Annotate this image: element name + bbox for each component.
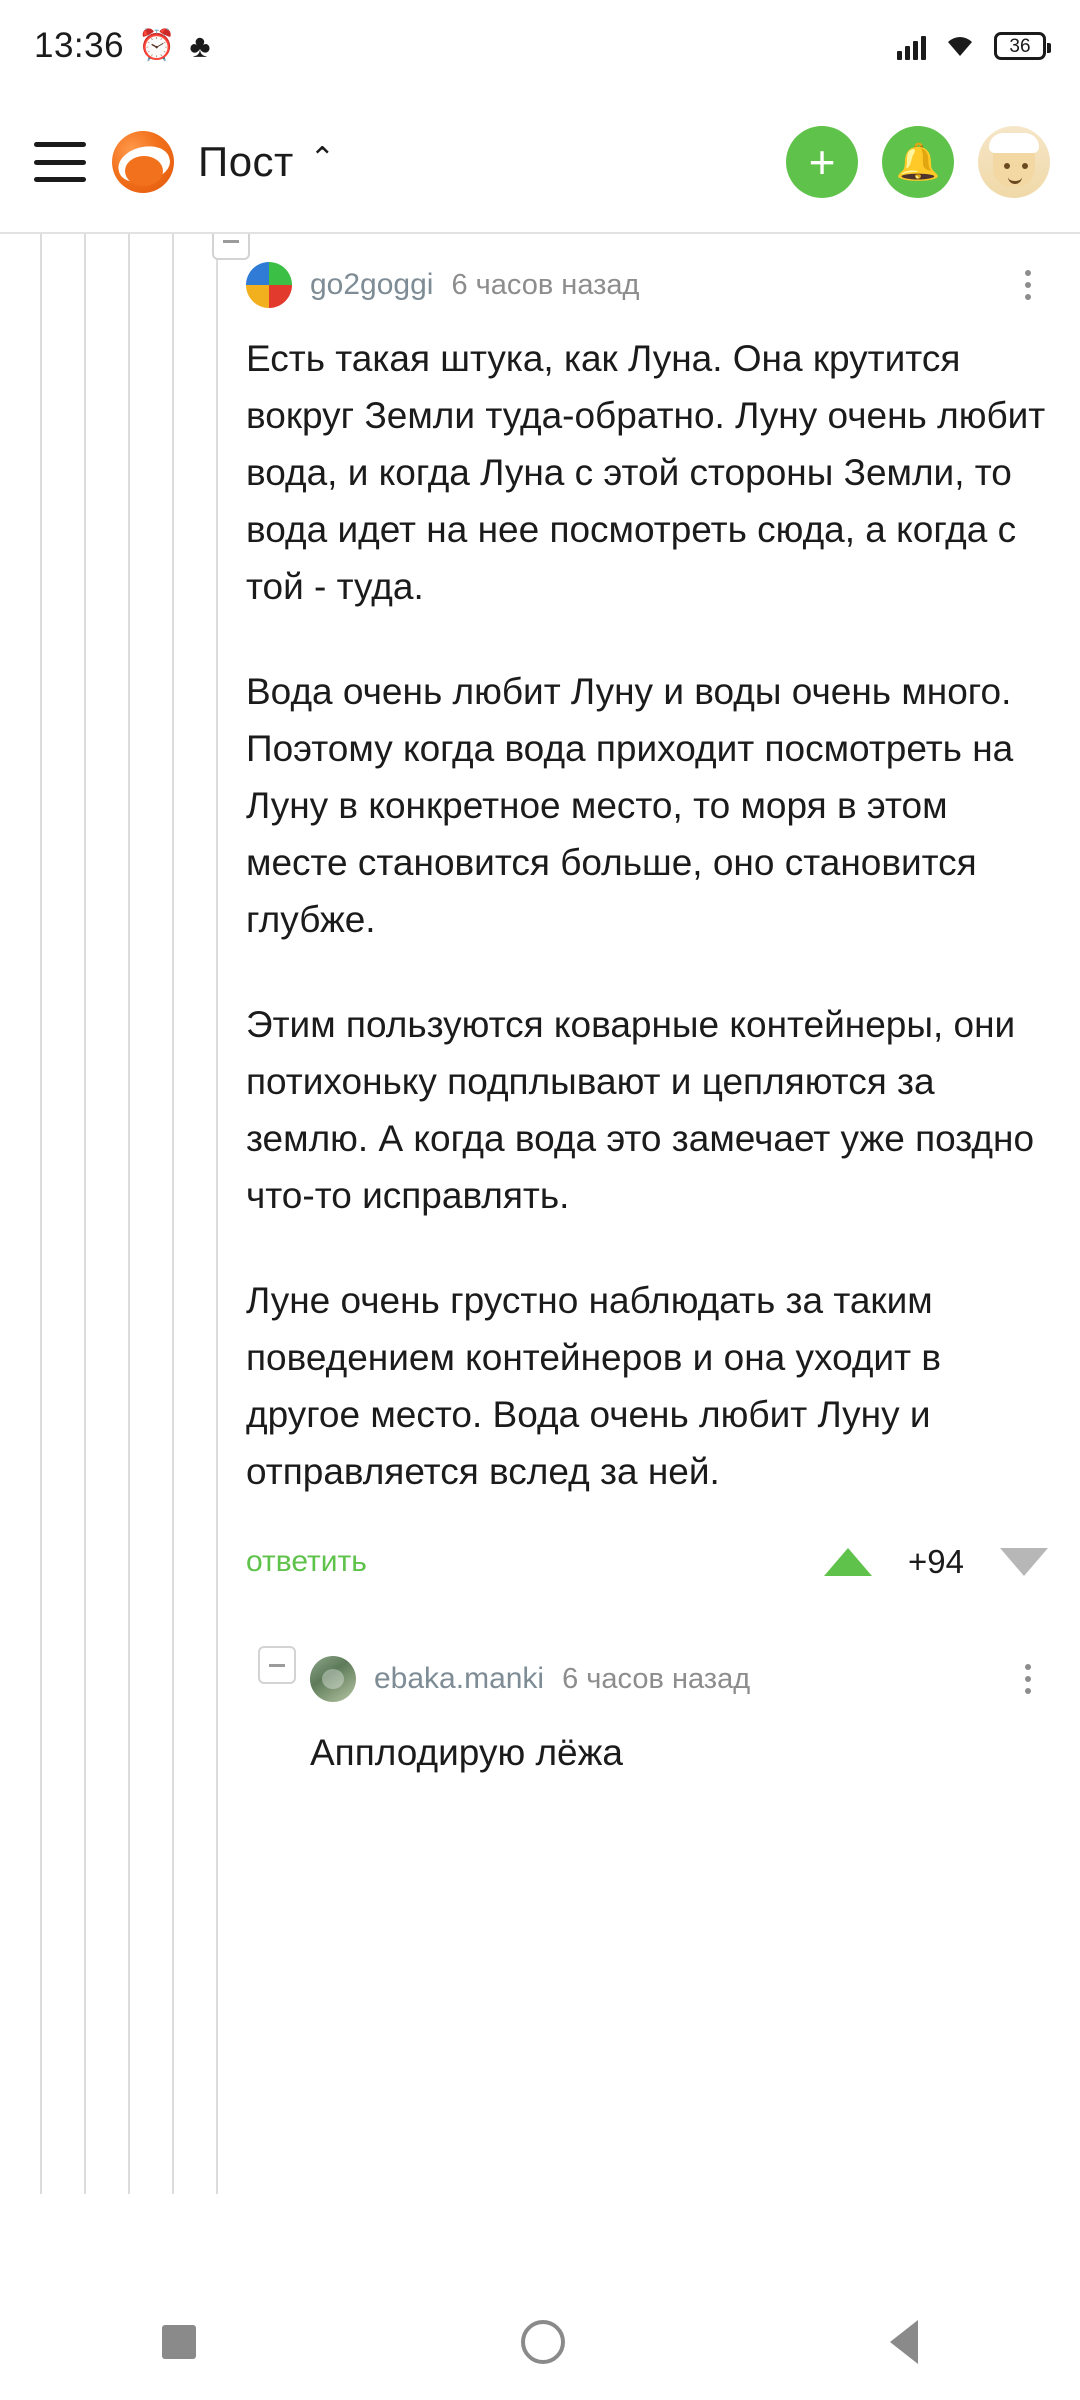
cellular-signal-icon	[897, 32, 926, 60]
app-bar	[0, 92, 1080, 232]
avatar-hat	[989, 133, 1039, 153]
comment-header	[310, 1646, 1048, 1712]
status-clock: 13:36	[34, 26, 125, 65]
pikabu-logo-icon[interactable]	[112, 131, 174, 193]
comment-timestamp: 6 часов назад	[451, 268, 640, 301]
alarm-icon: ⏰	[138, 29, 176, 62]
comment-paragraph: Вода очень любит Луну и воды очень много. Поэтому когда вода приходит посмотреть на Луну в конкретное место, то моря в этом месте становится больше, оно становится глубже.	[246, 671, 1014, 940]
bell-icon: 🔔	[895, 141, 941, 182]
plus-icon: +	[808, 136, 836, 188]
comment-menu-icon[interactable]	[1008, 261, 1048, 309]
clover-icon: ♣	[189, 28, 211, 64]
vote-count: +94	[908, 1543, 964, 1580]
battery-icon	[994, 32, 1046, 60]
comment-item	[0, 1646, 1080, 1781]
page-title: Пост	[198, 138, 294, 185]
home-circle-icon[interactable]	[521, 2320, 565, 2364]
collapse-thread-button[interactable]	[258, 1646, 296, 1684]
back-triangle-icon[interactable]	[890, 2320, 918, 2364]
chevron-up-icon[interactable]: ⌃	[309, 141, 335, 175]
comment-body	[246, 318, 1048, 1500]
minus-icon	[223, 240, 239, 243]
comment-timestamp: 6 часов назад	[562, 1662, 751, 1695]
comment-body	[310, 1712, 1048, 1781]
comment-author[interactable]: go2goggi	[310, 268, 434, 301]
comment-author[interactable]: ebaka.manki	[374, 1662, 545, 1695]
reply-button[interactable]: ответить	[246, 1545, 367, 1578]
comment-paragraph: Есть такая штука, как Луна. Она крутится вокруг Земли туда-обратно. Луну очень любит вода, и когда Луна с этой стороны Земли, то вода идет на нее посмотреть сюда, а когда с той - туда.	[246, 338, 1046, 607]
downvote-button[interactable]	[1000, 1548, 1048, 1576]
comment-actions	[246, 1514, 1048, 1610]
comment-paragraph: Апплодирую лёжа	[310, 1732, 623, 1773]
wifi-icon	[942, 30, 978, 62]
comment-item	[0, 234, 1080, 1610]
hamburger-menu-icon[interactable]	[34, 142, 86, 182]
user-avatar-icon[interactable]	[978, 126, 1050, 198]
comment-header	[246, 252, 1048, 318]
minus-icon	[269, 1664, 285, 1667]
status-bar-right	[897, 30, 1046, 62]
status-bar-left	[34, 26, 210, 66]
comment-paragraph: Этим пользуются коварные контейнеры, они потихоньку подплывают и цепляются за землю. А когда вода это замечает уже поздно что-то исправлять.	[246, 1004, 1035, 1216]
google-colors-avatar-icon[interactable]	[246, 262, 292, 308]
photo-avatar-icon[interactable]	[310, 1656, 356, 1702]
battery-level: 36	[1009, 35, 1031, 57]
upvote-button[interactable]	[824, 1548, 872, 1576]
avatar-eye-left	[1004, 163, 1010, 169]
collapse-thread-button[interactable]	[212, 234, 250, 260]
avatar-eye-right	[1022, 163, 1028, 169]
notifications-button[interactable]	[882, 126, 954, 198]
comments-scroll-area[interactable]	[0, 234, 1080, 2194]
system-navigation-bar	[0, 2284, 1080, 2400]
recents-square-icon[interactable]	[162, 2325, 196, 2359]
comment-paragraph: Луне очень грустно наблюдать за таким поведением контейнеров и она уходит в другое место. Вода очень любит Луну и отправляется вслед за ней.	[246, 1280, 941, 1492]
comment-menu-icon[interactable]	[1008, 1655, 1048, 1703]
add-post-button[interactable]	[786, 126, 858, 198]
status-bar	[0, 0, 1080, 92]
